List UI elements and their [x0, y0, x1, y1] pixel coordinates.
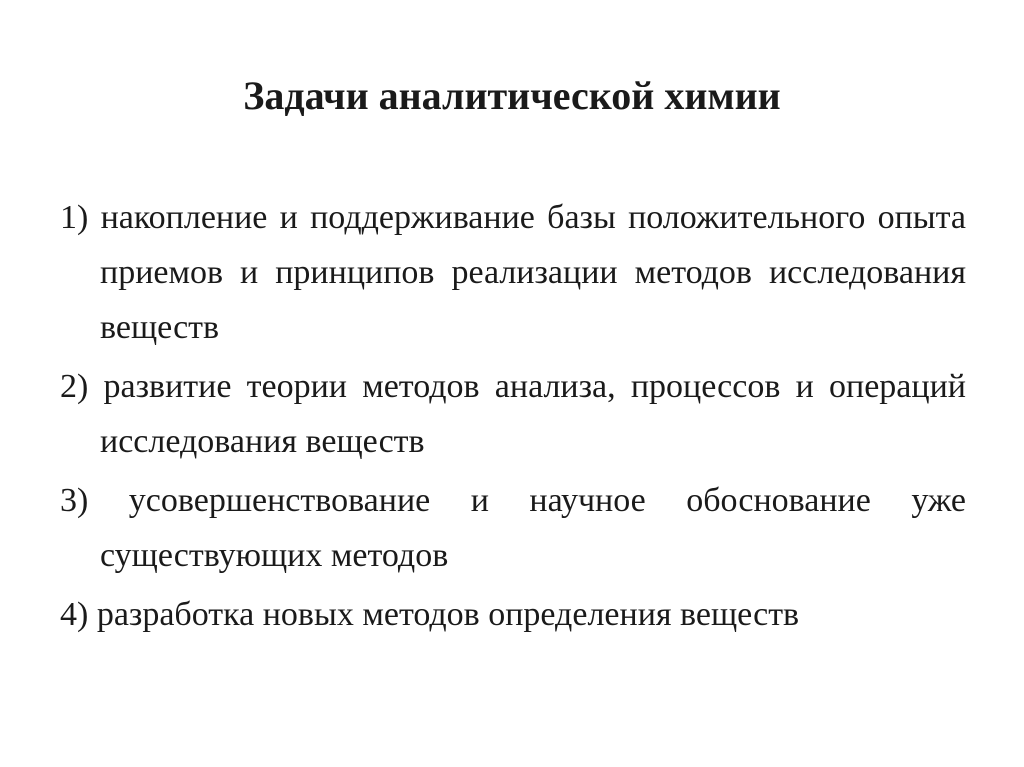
- list-item: 3) усовершенствование и научное обоснование уже существующих методов: [60, 482, 966, 574]
- slide-title: Задачи аналитической химии: [243, 73, 781, 118]
- tasks-list: [60, 190, 966, 646]
- list-item: 2) развитие теории методов анализа, процессов и операций исследования веществ: [60, 368, 966, 460]
- list-item: 4) разработка новых методов определения веществ: [60, 596, 800, 633]
- list-item: 1) накопление и поддерживание базы положительного опыта приемов и принципов реализации методов исследования веществ: [60, 199, 966, 346]
